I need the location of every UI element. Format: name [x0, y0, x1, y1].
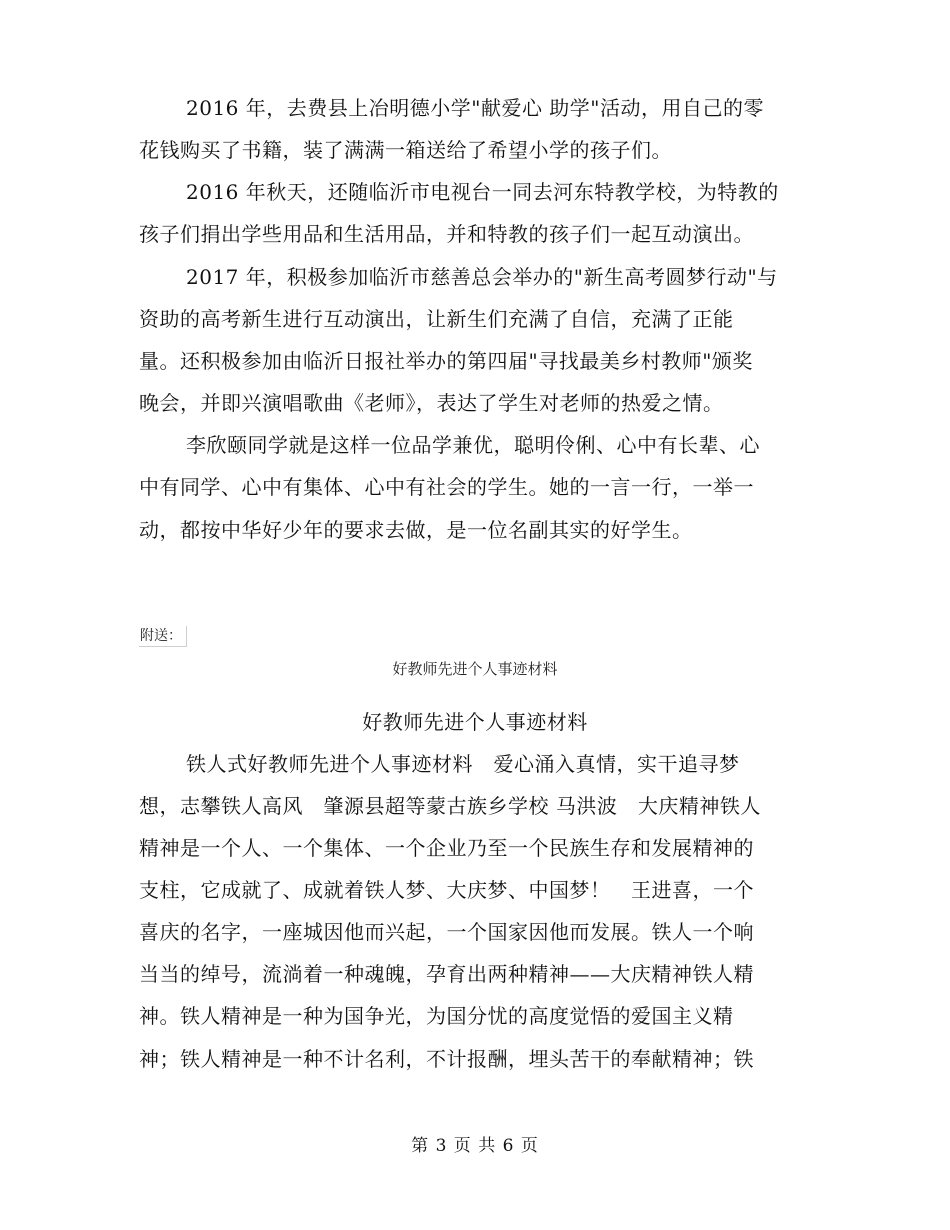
text-line: 量。还积极参加由临沂日报社举办的第四届"寻找最美乡村教师"颁奖 — [139, 349, 753, 373]
text-line: 动，都按中华好少年的要求去做，是一位名副其实的好学生。 — [139, 518, 693, 542]
text-line: 晚会，并即兴演唱歌曲《老师》，表达了学生对老师的热爱之情。 — [139, 391, 724, 415]
text-line: 精神是一个人、一个集体、一个企业乃至一个民族生存和发展精神的 — [139, 836, 754, 860]
text-line: 喜庆的名字，一座城因他而兴起，一个国家因他而发展。铁人一个响 — [139, 920, 754, 944]
section-subtitle: 好教师先进个人事迹材料 — [392, 660, 558, 678]
text-line: 想，志攀铁人高风 肇源县超等蒙古族乡学校 马洪波 大庆精神铁人 — [139, 794, 761, 818]
text-line: 资助的高考新生进行互动演出，让新生们充满了自信，充满了正能 — [139, 307, 734, 331]
text-line: 神。铁人精神是一种为国争光，为国分忧的高度觉悟的爱国主义精 — [139, 1004, 734, 1028]
text-line: 铁人式好教师先进个人事迹材料 爱心涌入真情，实干追寻梦 — [186, 752, 740, 776]
text-line: 2016 年，去费县上冶明德小学"献爱心 助学"活动，用自己的零 — [186, 96, 765, 120]
page-number-footer: 第 3 页 共 6 页 — [411, 1136, 539, 1156]
text-line: 神；铁人精神是一种不计名利，不计报酬，埋头苦干的奉献精神；铁 — [139, 1047, 754, 1071]
text-line: 2017 年，积极参加临沂市慈善总会举办的"新生高考圆梦行动"与 — [186, 265, 778, 289]
text-line: 支柱，它成就了、成就着铁人梦、大庆梦、中国梦！ 王进喜，一个 — [139, 878, 754, 902]
text-line: 2016 年秋天，还随临沂市电视台一同去河东特教学校，为特教的 — [186, 180, 779, 204]
text-line: 中有同学、心中有集体、心中有社会的学生。她的一言一行，一举一 — [139, 475, 754, 499]
text-line: 李欣颐同学就是这样一位品学兼优，聪明伶俐、心中有长辈、心 — [186, 433, 760, 457]
text-line: 当当的绰号，流淌着一种魂魄，孕育出两种精神——大庆精神铁人精 — [139, 962, 754, 986]
text-line: 孩子们捐出学些用品和生活用品，并和特教的孩子们一起互动演出。 — [139, 222, 754, 246]
section-title: 好教师先进个人事迹材料 — [362, 710, 588, 734]
appendix-label: 附送： — [139, 626, 187, 647]
text-line: 花钱购买了书籍，装了满满一箱送给了希望小学的孩子们。 — [139, 138, 672, 162]
